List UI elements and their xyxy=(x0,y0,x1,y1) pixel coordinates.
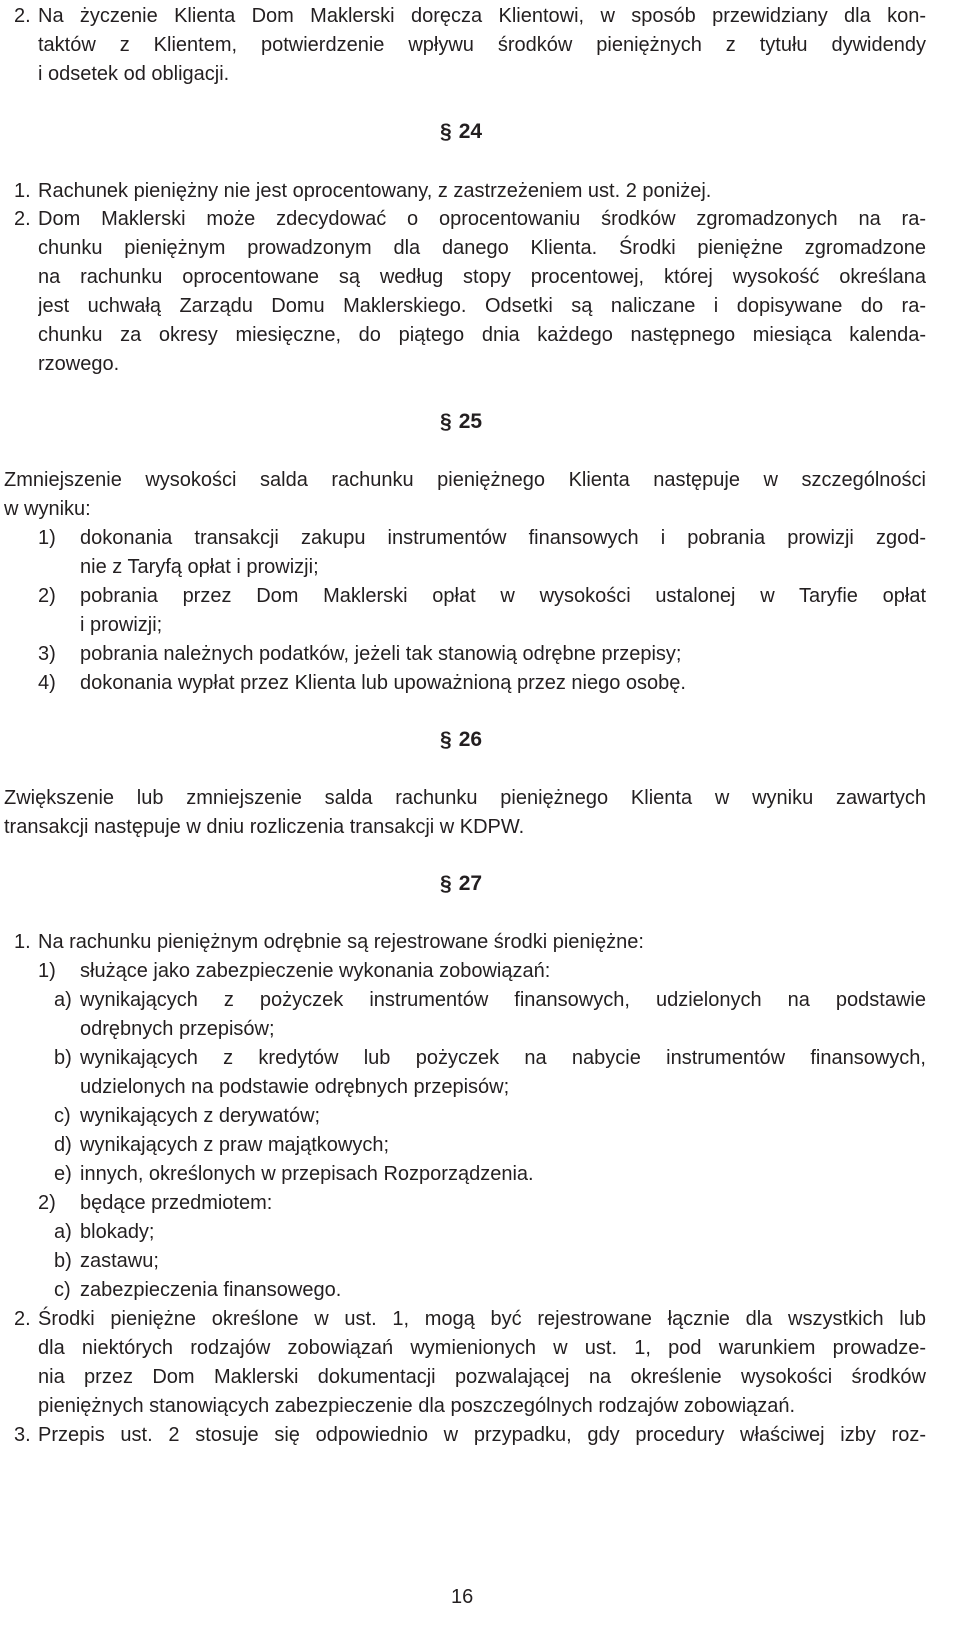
section-number: 25 xyxy=(458,410,483,433)
sub-item-line: wynikających z praw majątkowych; xyxy=(80,1134,389,1156)
section-number: 26 xyxy=(458,728,483,751)
sub-item-letter: a) xyxy=(54,1221,72,1243)
paragraph-number: 2. xyxy=(14,1308,31,1330)
paragraph-number: 1. xyxy=(14,180,31,202)
list-item-line: pobrania przez Dom Maklerski opłat w wysokości ustalonej w Taryfie opłat xyxy=(80,585,926,607)
paragraph-line: Zmniejszenie wysokości salda rachunku pieniężnego Klienta następuje w szczególności xyxy=(4,469,926,491)
sub-item-line: udzielonych na podstawie odrębnych przepisów; xyxy=(80,1076,510,1098)
sub-item-line: blokady; xyxy=(80,1221,155,1243)
paragraph-line: taktów z Klientem, potwierdzenie wpływu środków pieniężnych z tytułu dywidendy xyxy=(38,34,926,56)
section-heading-25 xyxy=(440,408,482,436)
sub-item-letter: c) xyxy=(54,1279,71,1301)
list-item-number: 1) xyxy=(38,527,56,549)
paragraph-line: jest uchwałą Zarządu Domu Maklerskiego. Odsetki są naliczane i dopisywane do ra- xyxy=(38,295,926,317)
sub-item-letter: a) xyxy=(54,989,72,1011)
section-symbol: § xyxy=(440,120,452,143)
sub-item-line: zastawu; xyxy=(80,1250,159,1272)
paragraph-line: rzowego. xyxy=(38,353,120,375)
list-item-number: 3) xyxy=(38,643,56,665)
paragraph-number: 1. xyxy=(14,931,31,953)
section-number: 24 xyxy=(458,120,483,143)
list-item-line: pobrania należnych podatków, jeżeli tak stanowią odrębne przepisy; xyxy=(80,643,682,665)
paragraph-number: 3. xyxy=(14,1424,31,1446)
paragraph-number: 2. xyxy=(14,5,31,27)
paragraph-line: na rachunku oprocentowane są według stopy procentowej, której wysokość określana xyxy=(38,266,926,288)
paragraph-line: Na życzenie Klienta Dom Maklerski doręcza Klientowi, w sposób przewidziany dla kon- xyxy=(38,5,926,27)
section-heading-26 xyxy=(440,726,482,754)
sub-item-line: wynikających z pożyczek instrumentów finansowych, udzielonych na podstawie xyxy=(80,989,926,1011)
sub-item-letter: c) xyxy=(54,1105,71,1127)
paragraph-line: Zwiększenie lub zmniejszenie salda rachunku pieniężnego Klienta w wyniku zawartych xyxy=(4,787,926,809)
paragraph-line: Przepis ust. 2 stosuje się odpowiednio w przypadku, gdy procedury właściwej izby roz- xyxy=(38,1424,926,1446)
page-number: 16 xyxy=(451,1586,474,1608)
paragraph-line: transakcji następuje w dniu rozliczenia transakcji w KDPW. xyxy=(4,816,525,838)
paragraph-line: i odsetek od obligacji. xyxy=(38,63,230,85)
list-item-number: 1) xyxy=(38,960,56,982)
paragraph-line: pieniężnych stanowiących zabezpieczenie dla poszczególnych rodzajów zobowiązań. xyxy=(38,1395,796,1417)
paragraph-line: dla niektórych rodzajów zobowiązań wymienionych w ust. 1, pod warunkiem prowadze- xyxy=(38,1337,926,1359)
list-item-text: będące przedmiotem: xyxy=(80,1192,273,1214)
sub-item-line: odrębnych przepisów; xyxy=(80,1018,275,1040)
list-item-number: 2) xyxy=(38,1192,56,1214)
paragraph-line: Środki pieniężne określone w ust. 1, mogą być rejestrowane łącznie dla wszystkich lub xyxy=(38,1308,926,1330)
list-item-number: 2) xyxy=(38,585,56,607)
paragraph-line: chunku za okresy miesięczne, do piątego dnia każdego następnego miesiąca kalenda- xyxy=(38,324,926,346)
sub-item-letter: b) xyxy=(54,1047,72,1069)
sub-item-letter: d) xyxy=(54,1134,72,1156)
list-item-line: nie z Taryfą opłat i prowizji; xyxy=(80,556,319,578)
section-heading-24 xyxy=(440,118,482,146)
paragraph-line: nia przez Dom Maklerski dokumentacji pozwalającej na określenie wysokości środków xyxy=(38,1366,926,1388)
paragraph-text: Na rachunku pieniężnym odrębnie są rejestrowane środki pieniężne: xyxy=(38,931,644,953)
section-symbol: § xyxy=(440,872,452,895)
paragraph-text: Rachunek pieniężny nie jest oprocentowany, z zastrzeżeniem ust. 2 poniżej. xyxy=(38,180,712,202)
sub-item-line: wynikających z kredytów lub pożyczek na nabycie instrumentów finansowych, xyxy=(80,1047,926,1069)
section-symbol: § xyxy=(440,410,452,433)
paragraph-line: chunku pieniężnym prowadzonym dla danego Klienta. Środki pieniężne zgromadzone xyxy=(38,237,926,259)
list-item-line: dokonania transakcji zakupu instrumentów finansowych i pobrania prowizji zgod- xyxy=(80,527,926,549)
paragraph-line: w wyniku: xyxy=(4,498,91,520)
list-item-line: i prowizji; xyxy=(80,614,163,636)
sub-item-letter: b) xyxy=(54,1250,72,1272)
sub-item-line: wynikających z derywatów; xyxy=(80,1105,321,1127)
list-item-text: służące jako zabezpieczenie wykonania zobowiązań: xyxy=(80,960,551,982)
list-item-number: 4) xyxy=(38,672,56,694)
section-symbol: § xyxy=(440,728,452,751)
sub-item-letter: e) xyxy=(54,1163,72,1185)
sub-item-line: innych, określonych w przepisach Rozporządzenia. xyxy=(80,1163,534,1185)
paragraph-number: 2. xyxy=(14,208,31,230)
list-item-line: dokonania wypłat przez Klienta lub upoważnioną przez niego osobę. xyxy=(80,672,686,694)
section-heading-27 xyxy=(440,870,482,898)
paragraph-line: Dom Maklerski może zdecydować o oprocentowaniu środków zgromadzonych na ra- xyxy=(38,208,926,230)
sub-item-line: zabezpieczenia finansowego. xyxy=(80,1279,342,1301)
section-number: 27 xyxy=(458,872,483,895)
